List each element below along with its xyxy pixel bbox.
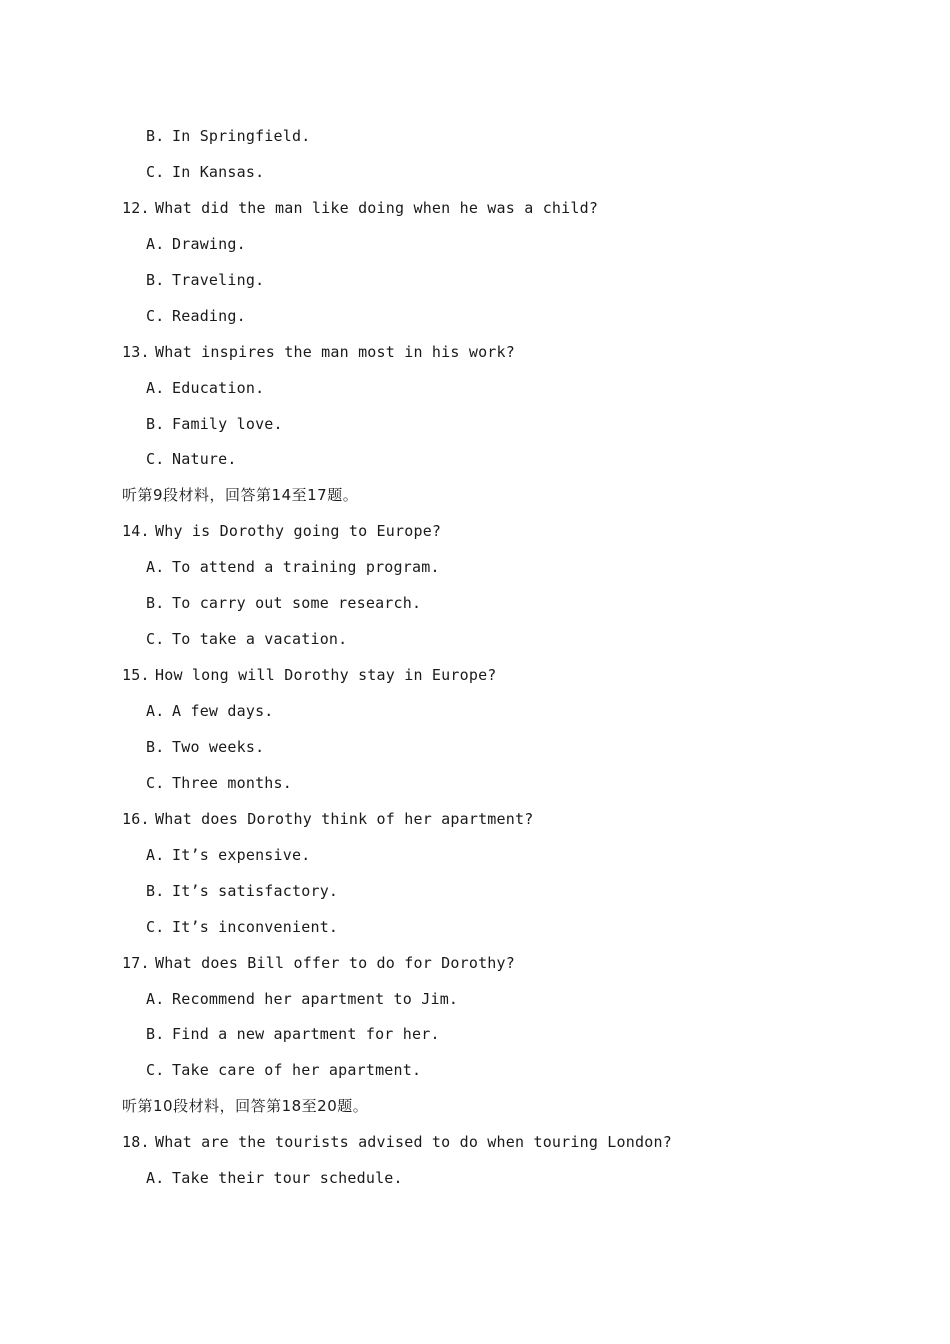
answer-option xyxy=(0,226,950,262)
answer-option xyxy=(0,1160,950,1196)
question-text: What are the tourists advised to do when touring London? xyxy=(155,1133,672,1152)
answer-option xyxy=(0,729,950,765)
option-text: It’s expensive. xyxy=(172,845,311,864)
option-letter: C. xyxy=(146,917,165,936)
answer-option xyxy=(0,621,950,657)
option-text: Three months. xyxy=(172,773,292,792)
question-number: 16. xyxy=(122,809,150,828)
option-text: Family love. xyxy=(172,414,283,433)
option-letter: B. xyxy=(146,414,165,433)
question-number: 14. xyxy=(122,522,150,541)
option-text: In Springfield. xyxy=(172,127,311,145)
option-letter: A. xyxy=(146,1169,165,1188)
option-letter: C. xyxy=(146,773,165,792)
answer-option xyxy=(0,837,950,873)
option-text: Education. xyxy=(172,378,265,397)
answer-option xyxy=(0,370,950,406)
option-text: Reading. xyxy=(172,306,246,325)
option-text: It’s satisfactory. xyxy=(172,881,339,900)
question-stem xyxy=(0,801,950,837)
section-instruction: 听第9段材料，回答第14至17题。 xyxy=(122,486,359,505)
question-number: 17. xyxy=(122,953,150,972)
option-letter: A. xyxy=(146,234,165,253)
option-letter: C. xyxy=(146,306,165,325)
option-letter: B. xyxy=(146,881,165,900)
question-text: What does Dorothy think of her apartment? xyxy=(155,809,534,828)
option-text: In Kansas. xyxy=(172,162,265,181)
option-text: It’s inconvenient. xyxy=(172,917,339,936)
option-text: Two weeks. xyxy=(172,737,265,756)
answer-option xyxy=(0,1016,950,1052)
answer-option xyxy=(0,441,950,477)
option-text: Take care of her apartment. xyxy=(172,1061,422,1080)
option-text: To attend a training program. xyxy=(172,558,440,577)
answer-option xyxy=(0,298,950,334)
question-stem xyxy=(0,657,950,693)
question-stem xyxy=(0,1124,950,1160)
question-list xyxy=(0,118,950,1196)
answer-option xyxy=(0,549,950,585)
answer-option xyxy=(0,585,950,621)
option-text: A few days. xyxy=(172,702,274,720)
answer-option xyxy=(0,765,950,801)
option-letter: B. xyxy=(146,127,165,145)
question-stem xyxy=(0,190,950,226)
option-letter: B. xyxy=(146,594,165,613)
question-text: How long will Dorothy stay in Europe? xyxy=(155,666,497,685)
answer-option xyxy=(0,1052,950,1088)
option-letter: C. xyxy=(146,1061,165,1080)
question-stem xyxy=(0,513,950,549)
option-text: To carry out some research. xyxy=(172,594,422,613)
option-text: Drawing. xyxy=(172,234,246,253)
question-stem xyxy=(0,334,950,370)
answer-option xyxy=(0,118,950,154)
option-text: Take their tour schedule. xyxy=(172,1169,403,1188)
question-stem xyxy=(0,945,950,981)
question-number: 15. xyxy=(122,666,150,685)
answer-option xyxy=(0,981,950,1017)
option-letter: B. xyxy=(146,1025,165,1044)
answer-option xyxy=(0,406,950,442)
option-letter: C. xyxy=(146,450,165,469)
option-text: Recommend her apartment to Jim. xyxy=(172,989,459,1008)
question-number: 18. xyxy=(122,1133,150,1152)
answer-option xyxy=(0,693,950,729)
section-instruction: 听第10段材料，回答第18至20题。 xyxy=(122,1097,369,1116)
question-text: What inspires the man most in his work? xyxy=(155,342,515,361)
option-letter: A. xyxy=(146,989,165,1008)
answer-option xyxy=(0,262,950,298)
option-text: Nature. xyxy=(172,450,237,469)
option-letter: B. xyxy=(146,270,165,289)
option-letter: A. xyxy=(146,378,165,397)
option-letter: A. xyxy=(146,702,165,720)
option-letter: A. xyxy=(146,558,165,577)
option-text: Traveling. xyxy=(172,270,265,289)
answer-option xyxy=(0,909,950,945)
option-letter: B. xyxy=(146,737,165,756)
question-text: What did the man like doing when he was a child? xyxy=(155,198,599,217)
answer-option xyxy=(0,873,950,909)
question-text: Why is Dorothy going to Europe? xyxy=(155,522,442,541)
question-number: 13. xyxy=(122,342,150,361)
option-text: Find a new apartment for her. xyxy=(172,1025,440,1044)
option-letter: A. xyxy=(146,845,165,864)
option-text: To take a vacation. xyxy=(172,630,348,649)
option-letter: C. xyxy=(146,162,165,181)
question-number: 12. xyxy=(122,198,150,217)
question-text: What does Bill offer to do for Dorothy? xyxy=(155,953,515,972)
answer-option xyxy=(0,154,950,190)
option-letter: C. xyxy=(146,630,165,649)
